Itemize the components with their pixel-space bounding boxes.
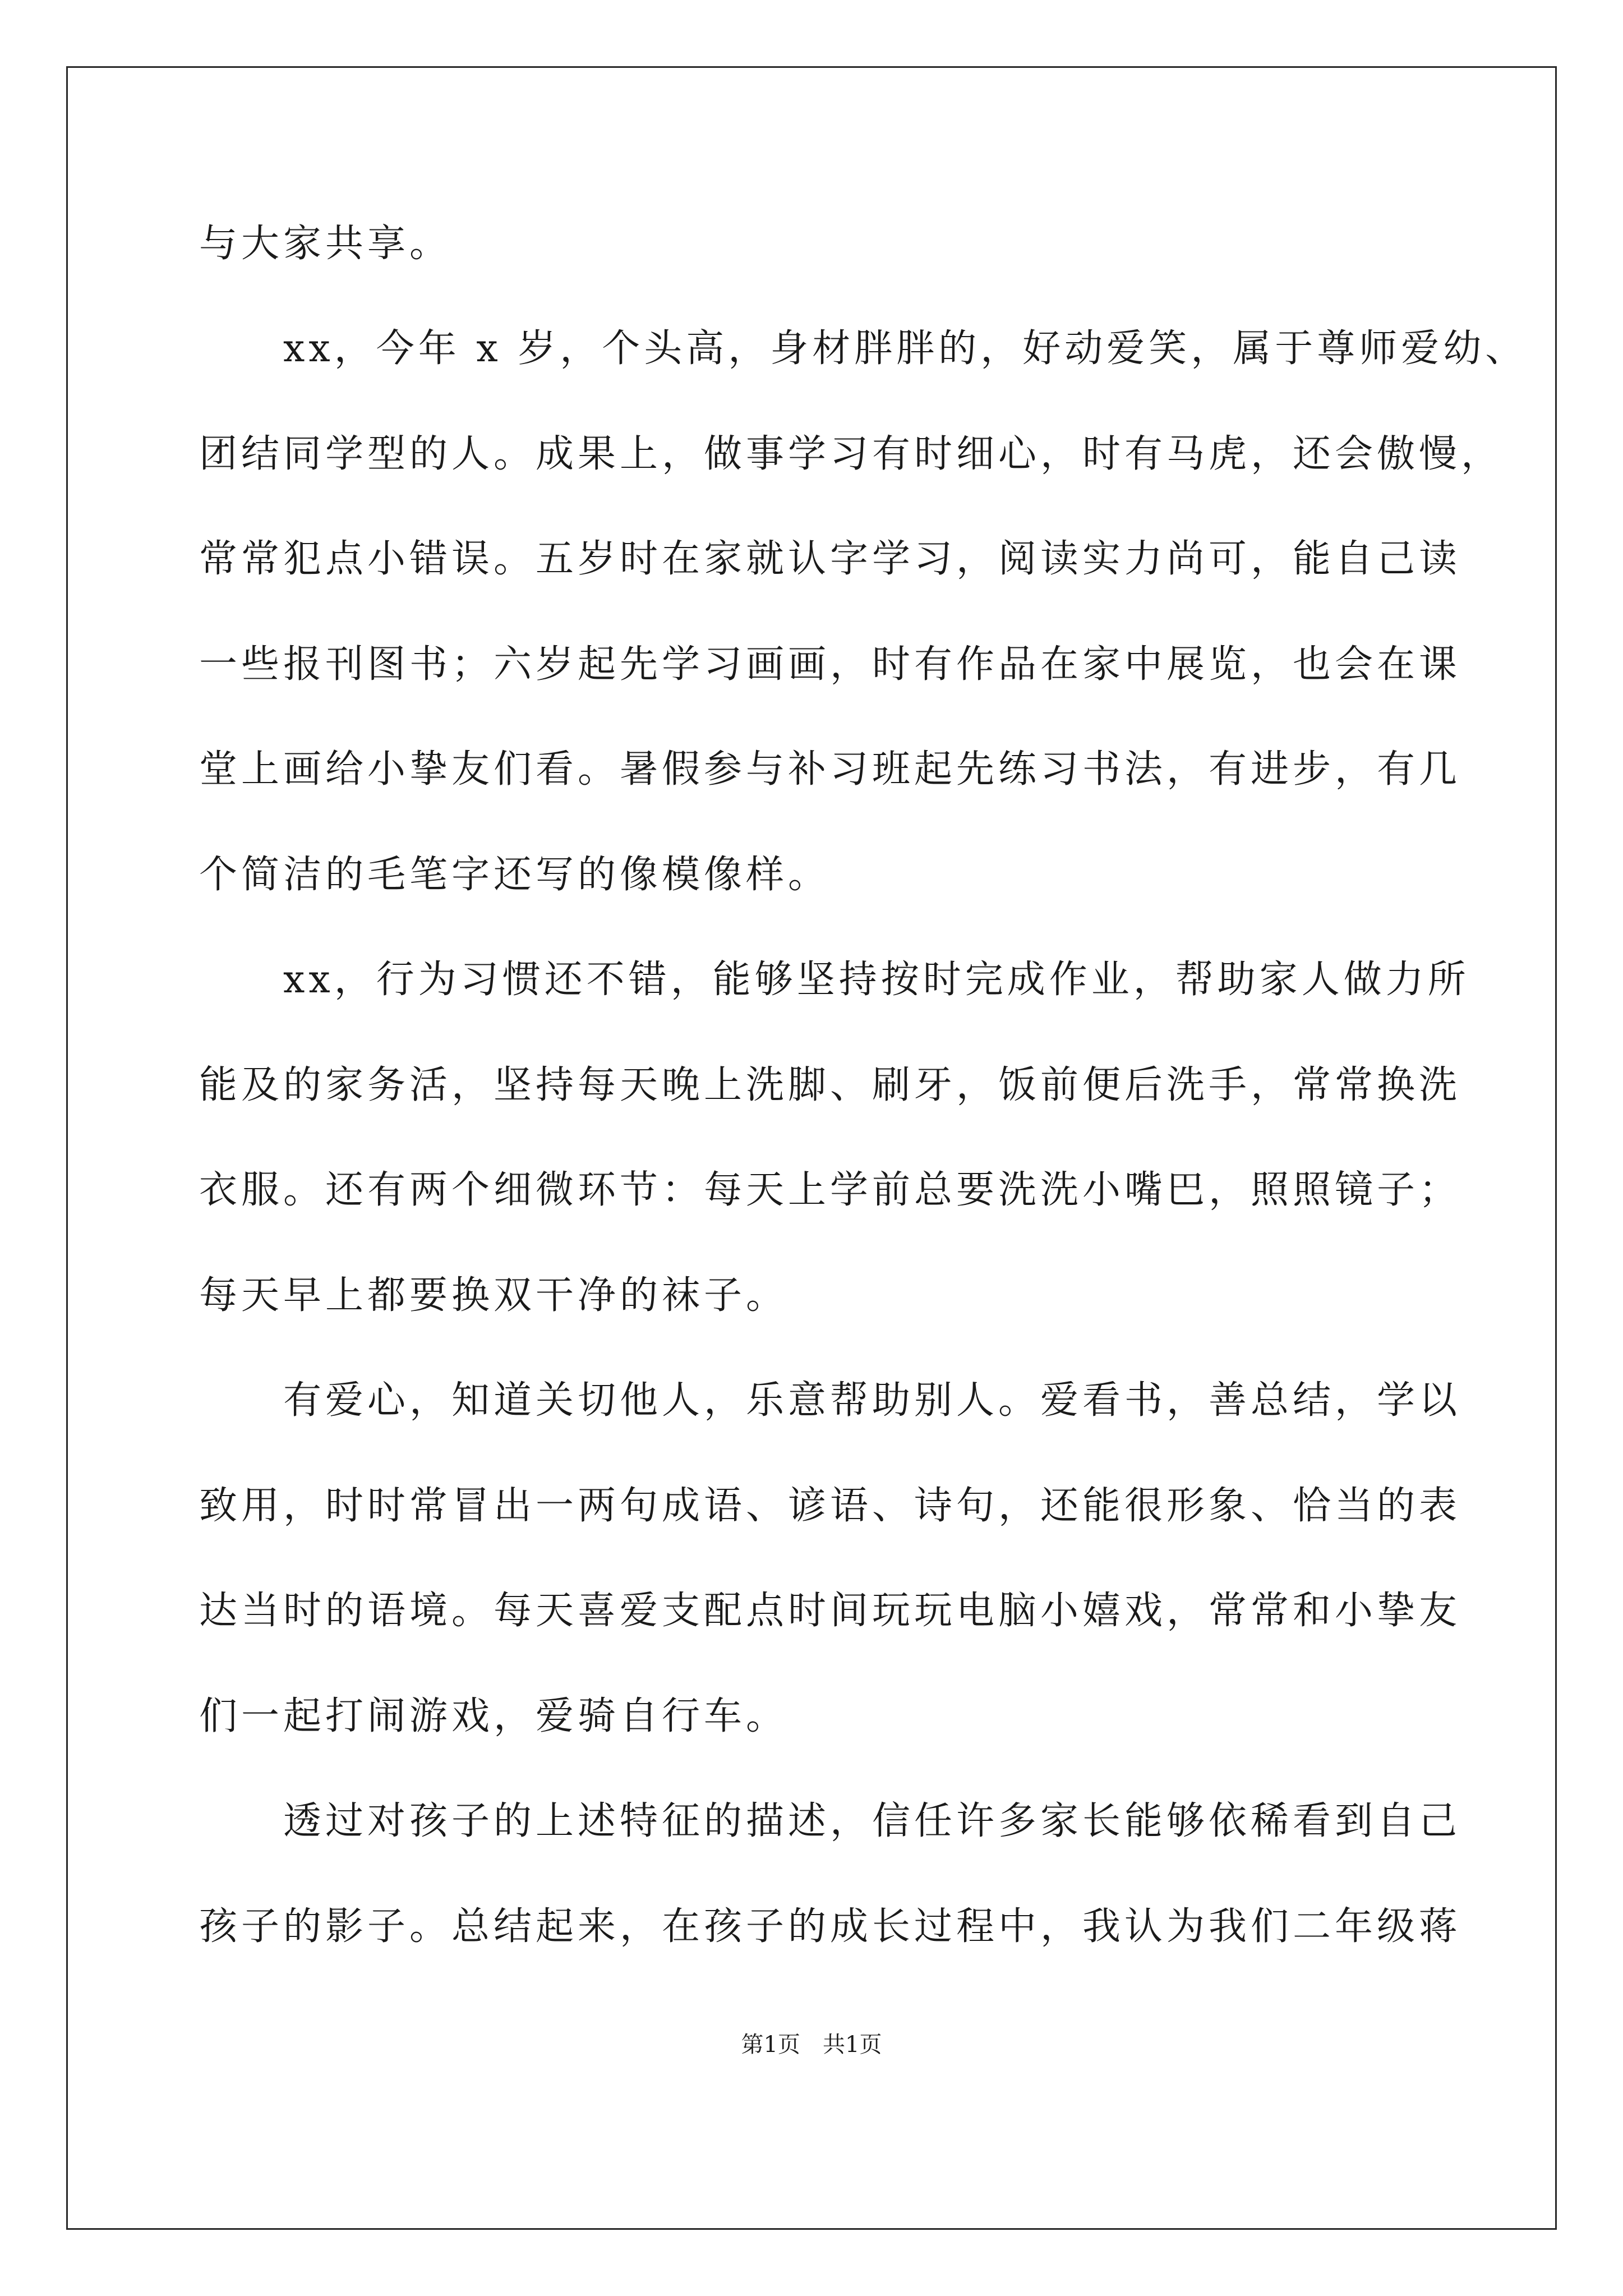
text-line: 一些报刊图书；六岁起先学习画画，时有作品在家中展览，也会在课 bbox=[199, 642, 1461, 687]
text-line: 致用，时时常冒出一两句成语、谚语、诗句，还能很形象、恰当的表 bbox=[199, 1484, 1461, 1528]
text-line: 个简洁的毛笔字还写的像模像样。 bbox=[199, 853, 831, 897]
text-line: 们一起打闹游戏，爱骑自行车。 bbox=[199, 1694, 789, 1738]
text-line: 透过对孩子的上述特征的描述，信任许多家长能够依稀看到自己 bbox=[199, 1799, 1461, 1843]
text-line: 孩子的影子。总结起来，在孩子的成长过程中，我认为我们二年级蒋 bbox=[199, 1904, 1461, 1949]
page-number-footer: 第1页 共1页 bbox=[741, 2032, 882, 2058]
text-line: 每天早上都要换双干净的袜子。 bbox=[199, 1273, 789, 1318]
text-line: 达当时的语境。每天喜爱支配点时间玩玩电脑小嬉戏，常常和小挚友 bbox=[199, 1589, 1461, 1633]
text-line: 团结同学型的人。成果上，做事学习有时细心，时有马虎，还会傲慢， bbox=[199, 432, 1504, 476]
text-line: 衣服。还有两个细微环节：每天上学前总要洗洗小嘴巴，照照镜子； bbox=[199, 1168, 1461, 1212]
text-line: xx，今年 x 岁，个头高，身材胖胖的，好动爱笑，属于尊师爱幼、 bbox=[199, 326, 1528, 371]
text-line: 堂上画给小挚友们看。暑假参与补习班起先练习书法，有进步，有几 bbox=[199, 747, 1461, 792]
text-line: 能及的家务活，坚持每天晚上洗脚、刷牙，饭前便后洗手，常常换洗 bbox=[199, 1063, 1461, 1107]
text-line: 与大家共享。 bbox=[199, 222, 452, 266]
text-line: 常常犯点小错误。五岁时在家就认字学习，阅读实力尚可，能自己读 bbox=[199, 537, 1461, 581]
text-line: xx，行为习惯还不错，能够坚持按时完成作业，帮助家人做力所 bbox=[199, 958, 1470, 1002]
text-line: 有爱心，知道关切他人，乐意帮助别人。爱看书，善总结，学以 bbox=[199, 1378, 1461, 1423]
